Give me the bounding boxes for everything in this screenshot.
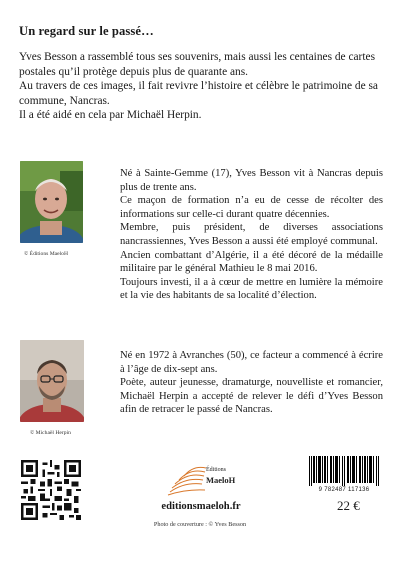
author1-bio [120, 167, 383, 303]
bio-line: Né à Sainte-Gemme (17), Yves Besson vit à Nancras depuis plus de trente ans. [120, 168, 383, 193]
logo-text-editions: Éditions [206, 467, 227, 473]
publisher-logo [162, 462, 248, 500]
price: 22 € [337, 498, 360, 513]
isbn-digits: 9 782487 117136 [318, 487, 370, 493]
qr-code [21, 460, 81, 520]
bio-line: Toujours investi, il a à cœur de mettre en lumière la mémoire et la vie des habitants de sa localité d’élection. [120, 276, 383, 302]
bio-line: Ancien combattant d’Algérie, il a été décoré de la médaille militaire par le général Mathieu le 8 mai 2016. [120, 249, 383, 275]
bio-line: Poète, auteur jeunesse, dramaturge, nouvelliste et romancier, Michaël Herpin a accepté de relever le défi d’Yves Besson afin de retracer le passé de Nancras. [120, 377, 383, 416]
bio-line: Membre, puis président, de diverses associations nancrassiennes, Yves Besson a aussi été employé communal. [120, 222, 383, 247]
logo-text-maeloh: MaeloH [206, 475, 236, 485]
intro-line: Yves Besson a rassemblé tous ses souvenirs, mais aussi les centaines de cartes postales qu’il protège depuis plus de quarante ans. [19, 51, 376, 78]
publisher-url: editionsmaeloh.fr [161, 501, 241, 512]
back-cover-heading: Un regard sur le passé… [19, 24, 154, 38]
author2-photo-caption: © Michaël Herpin [30, 430, 71, 436]
intro-line: Au travers de ces images, il fait revivre l’histoire et célèbre le patrimoine de sa commune, Nancras. [19, 80, 378, 107]
bio-line: Né en 1972 à Avranches (50), ce facteur a commencé à écrire à l’âge de dix-sept ans. [120, 350, 383, 375]
author-photo-michael-herpin [20, 340, 84, 422]
intro-text [19, 50, 389, 123]
bio-line: Ce maçon de formation n’a eu de cesse de récolter des informations sur celle-ci durant quatre décennies. [120, 195, 383, 220]
portrait-image [20, 340, 84, 422]
intro-line: Il a été aidé en cela par Michaël Herpin. [19, 109, 202, 122]
author-photo-yves-besson [20, 161, 83, 243]
portrait-image [20, 161, 83, 243]
author2-bio [120, 349, 383, 417]
cover-photo-credit: Photo de couverture : © Yves Besson [153, 521, 247, 528]
barcode [307, 456, 381, 486]
author1-photo-caption: © Éditions MaeloH [24, 251, 69, 257]
